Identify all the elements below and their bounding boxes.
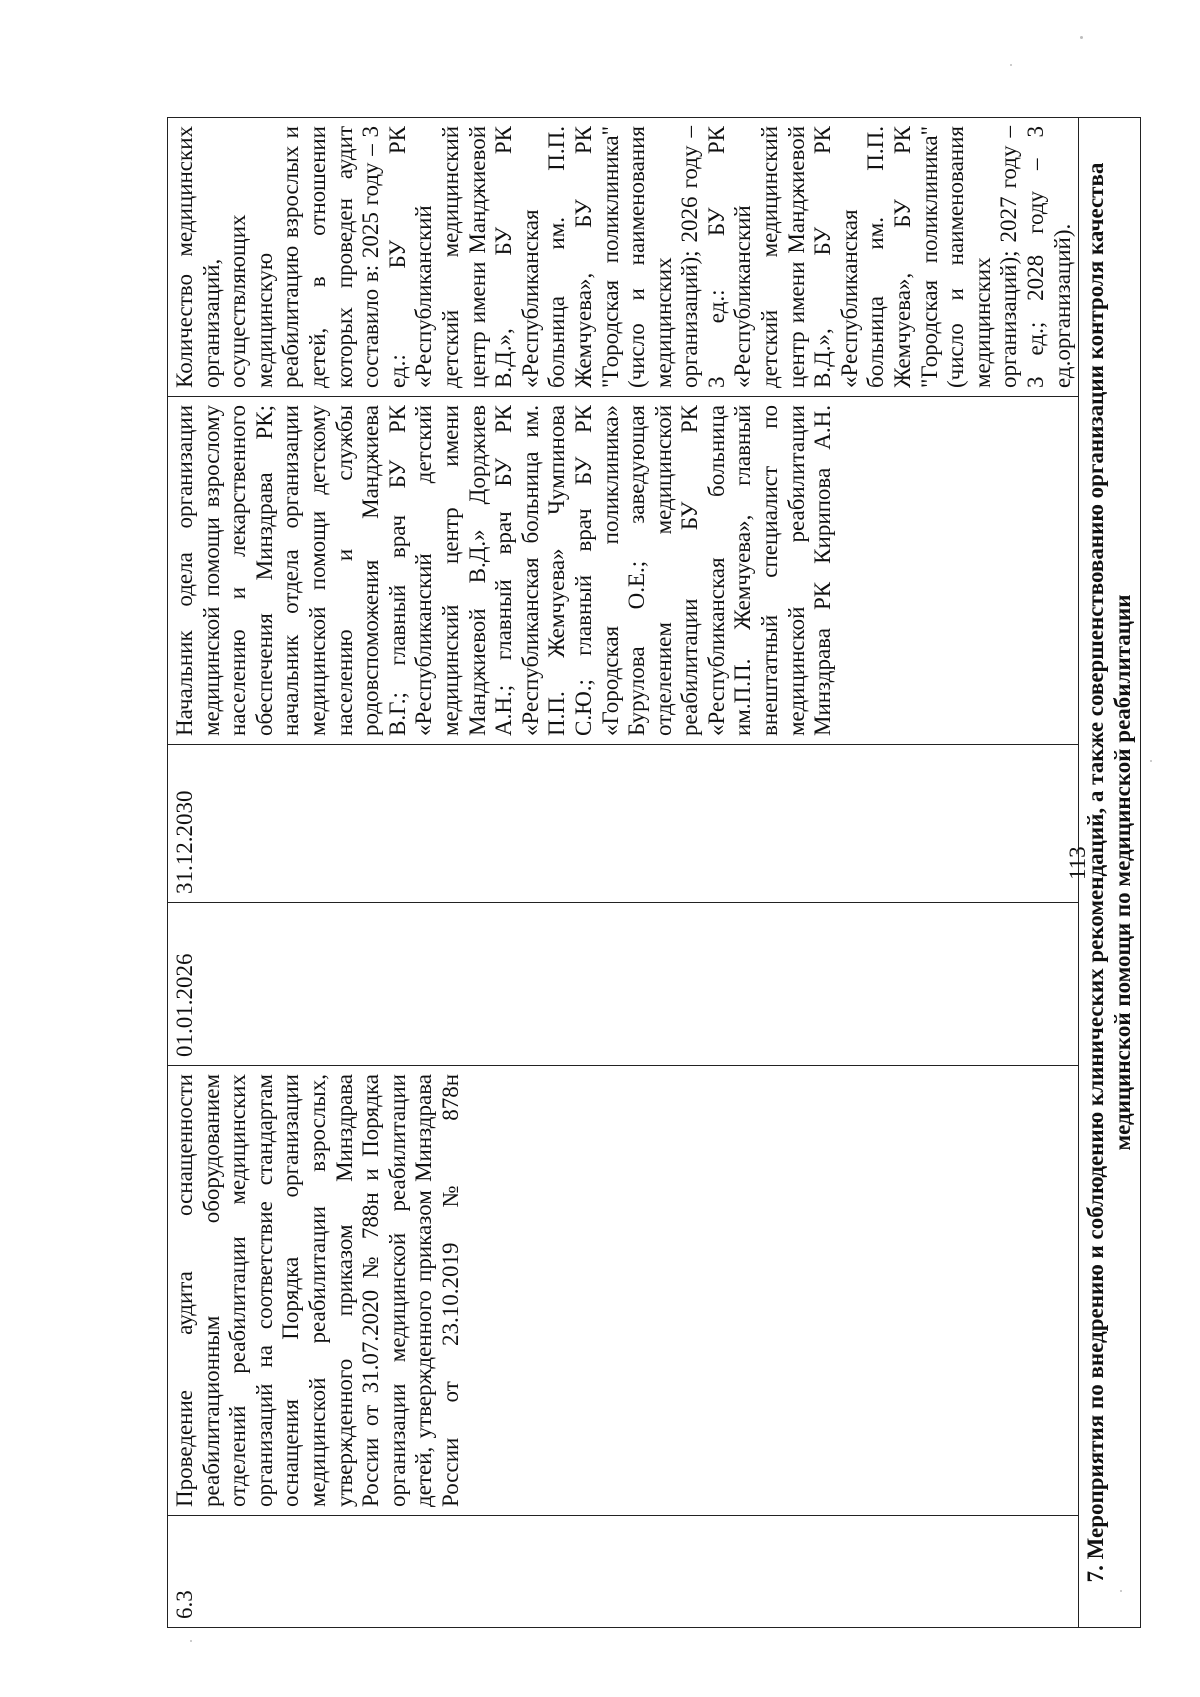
row-number xyxy=(168,1516,1079,1628)
start-date-cell xyxy=(168,903,1079,1066)
scan-speck xyxy=(190,1640,192,1642)
row-number-text: 6.3 xyxy=(172,1590,197,1619)
end-date-cell xyxy=(168,745,1079,903)
responsible-text: Начальник одела организации медицинской помощи взрослому населению и лекарственного обеспечения Минздрава РК; начальник отдела организации медицинской помощи детскому населению и службы родовспоможения Манджиева В.Г.; главный врач БУ РК «Республиканский детский медицинский центр имени Манджиевой В.Д.» Дорджиев А.Н.; главный врач БУ РК «Республиканская больница им. П.П. Жемчуева» Чумпинова С.Ю.; главный врач БУ РК «Городская поликлиника» Бурулова О.Е.; заведующая отделением медицинской реабилитации БУ РК «Республиканская больница им.П.П. Жемчуева», главный внештатный специалист по медицинской реабилитации Минздрава РК Кирипова А.Н. xyxy=(172,405,836,736)
scan-speck xyxy=(1010,64,1012,66)
activity-text: Проведение аудита оснащенности реабилитационным оборудованием отделений реабилитации медицинских организаций на соответствие стандартам оснащения Порядка организации медицинской реабилитации взрослых, утвержденного приказом Минздрава России от 31.07.2020 № 788н и Порядка организации медицинской реабилитации детей, утвержденного приказом Минздрава России от 23.10.2019 № 878н xyxy=(172,1074,463,1507)
start-date: 01.01.2026 xyxy=(172,953,197,1057)
activity-cell xyxy=(168,1066,1079,1516)
page-number: 113 xyxy=(1065,846,1090,880)
section-title: 7. Мероприятия по внедрению и соблюдению клинических рекомендаций, а также совершенствованию организации контроля качества медицинской помощи по медицинской реабилитации xyxy=(1083,162,1135,1583)
responsible-cell xyxy=(168,397,1079,745)
scan-speck xyxy=(1080,36,1083,39)
table-row xyxy=(168,118,1079,1628)
measures-table xyxy=(167,117,1141,1628)
indicator-cell xyxy=(168,118,1079,397)
indicator-text: Количество медицинских организаций, осуществляющих медицинскую реабилитацию взрослых и детей, в отношении которых проведен аудит составило в: 2025 году – 3 ед.: БУ РК «Республиканский детский медицинский центр имени Манджиевой В.Д.», БУ РК «Республиканская больница им. П.П. Жемчуева», БУ РК "Городская поликлиника" (число и наименования медицинских организаций); 2026 году – 3 ед.: БУ РК «Республиканский детский медицинский центр имени Манджиевой В.Д.», БУ РК «Республиканская больница им. П.П. Жемчуева», БУ РК "Городская поликлиника" (число и наименования медицинских организаций); 2027 году – 3 ед.; 2028 году – 3 ед.организаций). xyxy=(172,126,1075,388)
scan-speck xyxy=(1150,760,1152,762)
end-date: 31.12.2030 xyxy=(172,790,197,894)
